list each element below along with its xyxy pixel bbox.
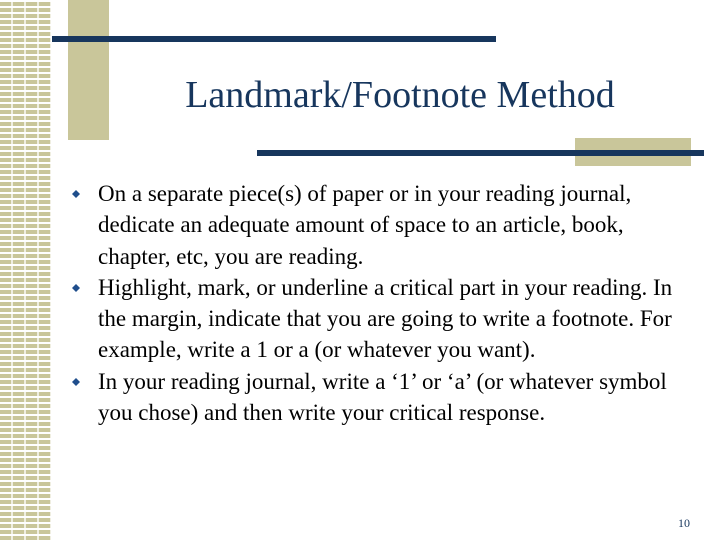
bullet-text: Highlight, mark, or underline a critical part in your reading. In the margin, indicate that you are going to write a footnote. For example, write a 1 or a (or whatever you want). xyxy=(98,274,673,363)
bullet-list xyxy=(66,178,686,428)
bullet-text: On a separate piece(s) of paper or in your reading journal, dedicate an adequate amount of space to an article, book, chapter, etc, you are reading. xyxy=(98,181,632,269)
title-rule-top xyxy=(52,36,496,42)
diamond-bullet-icon xyxy=(72,190,80,198)
bullet-item xyxy=(66,272,686,366)
diamond-bullet-icon xyxy=(72,284,80,292)
bullet-item xyxy=(66,366,686,429)
bullet-item xyxy=(66,178,686,272)
slide-title: Landmark/Footnote Method xyxy=(185,74,615,116)
page-number: 10 xyxy=(678,516,690,530)
title-rule-bottom xyxy=(257,150,704,156)
bullet-text: In your reading journal, write a ‘1’ or ‘a’ (or whatever symbol you chose) and then write your critical response. xyxy=(98,368,667,426)
decorative-block-top xyxy=(68,0,109,140)
diamond-bullet-icon xyxy=(72,378,80,386)
decorative-stripes xyxy=(0,0,51,540)
